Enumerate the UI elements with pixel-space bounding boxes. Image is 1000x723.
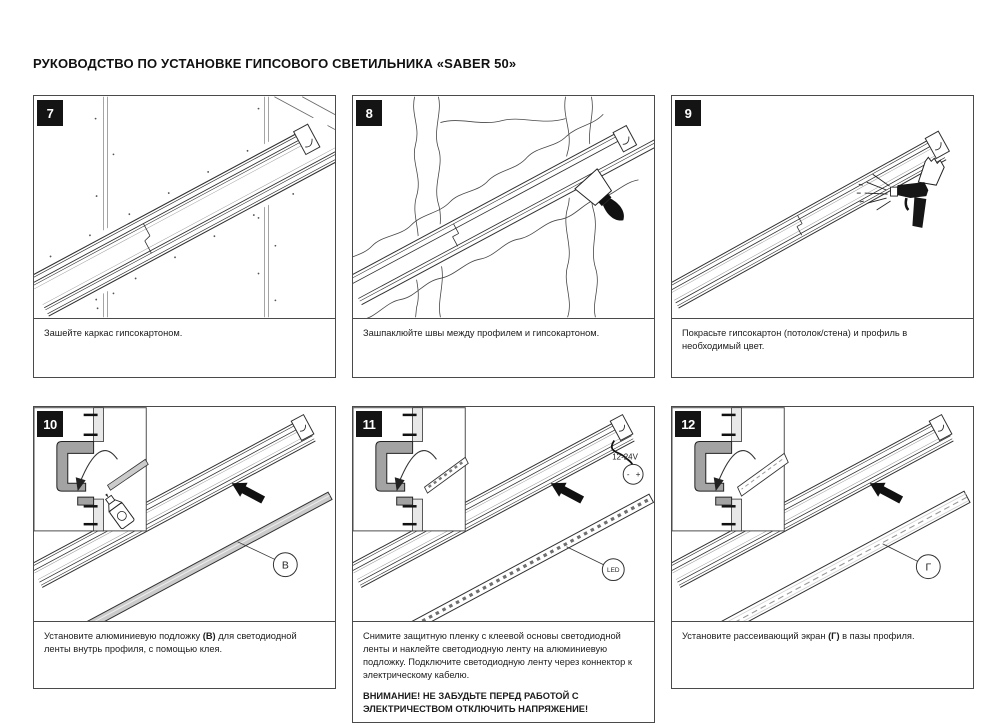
step-number-badge: 11 (356, 411, 382, 437)
illustration-puttying-seams (353, 96, 654, 319)
diffuser-drawing (672, 407, 973, 621)
direction-arrow-icon (870, 483, 903, 504)
callout-label: В (281, 560, 289, 572)
paint-drawing (672, 96, 973, 318)
step-number-badge: 7 (37, 100, 63, 126)
step-number-badge: 8 (356, 100, 382, 126)
callout-label: LED (607, 567, 620, 575)
backing-drawing (34, 407, 335, 621)
step-caption (353, 622, 654, 722)
led-drawing (353, 407, 654, 621)
illustration-diffuser-screen (672, 407, 973, 622)
putty-drawing (353, 96, 654, 318)
caption-text: Снимите защитную пленку с клеевой основы светодиодной ленты и наклейте светодиодную ленту на алюминиевую подложку. Подключите светодиодную ленту через коннектор к электрическому кабелю. (363, 631, 632, 681)
polarity-plus: + (635, 470, 641, 480)
voltage-label: 12-24V (612, 452, 638, 462)
illustration-drywall-sheathing (34, 96, 335, 319)
step-caption: Зашейте каркас гипсокартоном. (44, 328, 183, 338)
illustration-aluminum-backing (34, 407, 335, 622)
drywall-profile-drawing (34, 96, 335, 318)
step-caption: Покрасьте гипсокартон (потолок/стена) и профиль в необходимый цвет. (682, 328, 908, 352)
illustration-led-strip (353, 407, 654, 622)
callout-leader (883, 544, 919, 562)
step-caption: Установите рассеивающий экран (Г) в пазы профиля. (682, 631, 915, 641)
profile-channel (34, 110, 335, 318)
step-caption: Зашпаклюйте швы между профилем и гипсокартоном. (363, 328, 600, 338)
page-title: РУКОВОДСТВО ПО УСТАНОВКЕ ГИПСОВОГО СВЕТИЛЬНИКА «SABER 50» (33, 56, 517, 71)
direction-arrow-icon (232, 483, 265, 504)
illustration-painting (672, 96, 973, 319)
callout-label: Г (925, 562, 932, 574)
panel-step-10 (33, 406, 336, 689)
panel-step-12 (671, 406, 974, 689)
power-connector (623, 464, 643, 484)
panel-step-8 (352, 95, 655, 378)
step-caption: Установите алюминиевую подложку (В) для светодиодной ленты внутрь профиля, с помощью клея. (44, 631, 297, 655)
step-number-badge: 12 (675, 411, 701, 437)
panel-step-9 (671, 95, 974, 378)
panel-step-11 (352, 406, 655, 723)
step-number-badge: 10 (37, 411, 63, 437)
polarity-minus: - (626, 470, 630, 480)
callout-leader (238, 542, 276, 560)
step-number-badge: 9 (675, 100, 701, 126)
warning-text: ВНИМАНИЕ! НЕ ЗАБУДЬТЕ ПЕРЕД РАБОТОЙ С ЭЛЕКТРИЧЕСТВОМ ОТКЛЮЧИТЬ НАПРЯЖЕНИЕ! (363, 691, 589, 715)
panel-step-7 (33, 95, 336, 378)
callout-leader (567, 547, 604, 565)
direction-arrow-icon (551, 483, 584, 504)
